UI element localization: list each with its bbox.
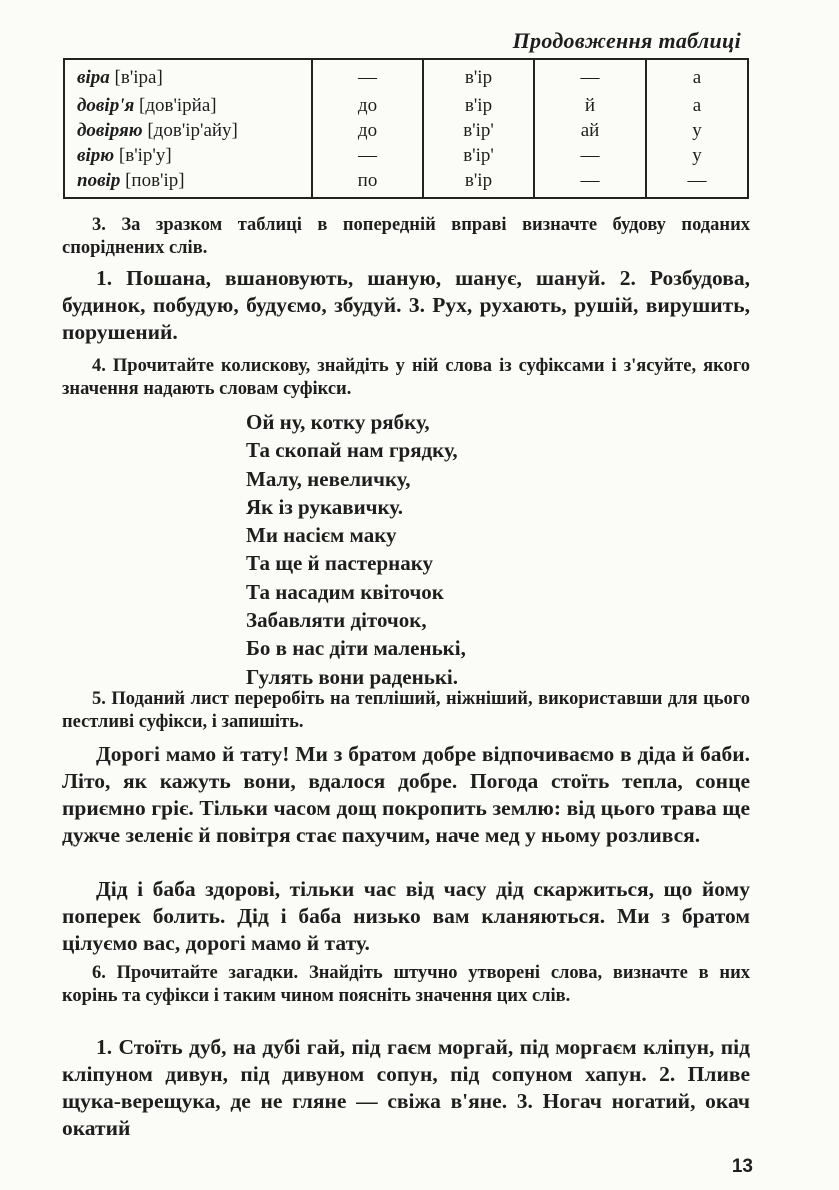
- root-cell: в'ір: [423, 59, 534, 94]
- ending-cell: а: [646, 59, 748, 94]
- table-row: [64, 119, 748, 144]
- word: віра: [77, 67, 110, 88]
- ending-cell: а: [646, 94, 748, 119]
- word: довір'я: [77, 95, 135, 116]
- lullaby-poem: [246, 408, 466, 691]
- suffix-cell: ай: [534, 119, 646, 144]
- transcription: [в'іра]: [114, 67, 163, 88]
- table-continuation-title: Продовження таблиці: [512, 28, 741, 53]
- poem-line: Та скопай нам грядку,: [246, 438, 458, 463]
- word-cell: [64, 94, 312, 119]
- word-cell: [64, 59, 312, 94]
- root-cell: в'ір: [423, 169, 534, 198]
- exercise-5-task: 5. Поданий лист переробіть на тепліший, ніжніший, використавши для цього пестливі суфікси, і запишіть.: [62, 689, 750, 732]
- word: довіряю: [77, 120, 143, 141]
- prefix-cell: —: [312, 144, 423, 169]
- poem-line: Та насадим квіточок: [246, 579, 444, 604]
- table-row: [64, 59, 748, 94]
- suffix-cell: й: [534, 94, 646, 119]
- poem-line: Бо в нас діти маленькі,: [246, 636, 466, 661]
- word-cell: [64, 119, 312, 144]
- morpheme-table: [63, 58, 749, 199]
- transcription: [в'ір'у]: [118, 145, 172, 166]
- poem-line: Гулять вони раденькі.: [246, 664, 459, 689]
- word-cell: [64, 144, 312, 169]
- word: вірю: [77, 145, 115, 166]
- exercise-6-task: 6. Прочитайте загадки. Знайдіть штучно утворені слова, визначте в них корінь та суфікси і таким чином поясніть значення цих слів.: [62, 963, 750, 1006]
- poem-line: Ми насієм маку: [246, 523, 397, 548]
- poem-line: Ой ну, котку рябку,: [246, 410, 430, 434]
- transcription: [пов'ір]: [125, 170, 185, 191]
- poem-line: Малу, невеличку,: [246, 466, 411, 491]
- exercise-5-letter-paragraph-2: Дід і баба здорові, тільки час від часу дід скаржиться, що йому поперек болить. Дід і баба низько вам кланяються. Ми з братом цілуємо вас, дорогі мамо й тату.: [62, 877, 750, 955]
- ending-cell: у: [646, 119, 748, 144]
- ending-cell: —: [646, 169, 748, 198]
- exercise-4-task: 4. Прочитайте колискову, знайдіть у ній слова із суфіксами і з'ясуйте, якого значення надають словам суфікси.: [62, 356, 750, 399]
- transcription: [дов'ірйа]: [139, 95, 217, 116]
- suffix-cell: —: [534, 169, 646, 198]
- ending-cell: у: [646, 144, 748, 169]
- exercise-5-letter-paragraph-1: Дорогі мамо й тату! Ми з братом добре відпочиваємо в діда й баби. Літо, як кажуть вони, вдалося добре. Погода стоїть тепла, сонце приємно гріє. Тільки часом дощ покропить землю: від цього трава ще дужче зеленіє й повітря стає пахучим, наче мед у ньому розлився.: [62, 742, 750, 847]
- prefix-cell: до: [312, 119, 423, 144]
- table-row: [64, 94, 748, 119]
- root-cell: в'ір: [423, 94, 534, 119]
- poem-line: Забавляти діточок,: [246, 608, 427, 633]
- poem-line: Як із рукавичку.: [246, 494, 403, 519]
- exercise-3-task: 3. За зразком таблиці в попередній вправі визначте будову поданих споріднених слів.: [62, 215, 750, 258]
- prefix-cell: —: [312, 59, 423, 94]
- poem-line: Та ще й пастернаку: [246, 551, 434, 576]
- exercise-3-words: 1. Пошана, вшановують, шаную, шанує, шануй. 2. Розбудова, будинок, побудую, будуємо, збудуй. 3. Рух, рухають, рушій, вирушить, порушений.: [62, 266, 750, 344]
- table-row: [64, 144, 748, 169]
- word: повір: [77, 170, 121, 191]
- exercise-6-riddles: 1. Стоїть дуб, на дубі гай, під гаєм моргай, під моргаєм кліпун, під кліпуном дивун, під дивуном сопун, під сопуном хапун. 2. Пливе щука-верещука, де не гляне — свіжа в'яне. 3. Ногач ногатий, окач окатий: [62, 1035, 750, 1140]
- page-number: 13: [731, 1156, 753, 1177]
- word-cell: [64, 169, 312, 198]
- root-cell: в'ір': [423, 119, 534, 144]
- table-row: [64, 169, 748, 198]
- suffix-cell: —: [534, 59, 646, 94]
- prefix-cell: до: [312, 94, 423, 119]
- transcription: [дов'ір'айу]: [147, 120, 238, 141]
- prefix-cell: по: [312, 169, 423, 198]
- suffix-cell: —: [534, 144, 646, 169]
- root-cell: в'ір': [423, 144, 534, 169]
